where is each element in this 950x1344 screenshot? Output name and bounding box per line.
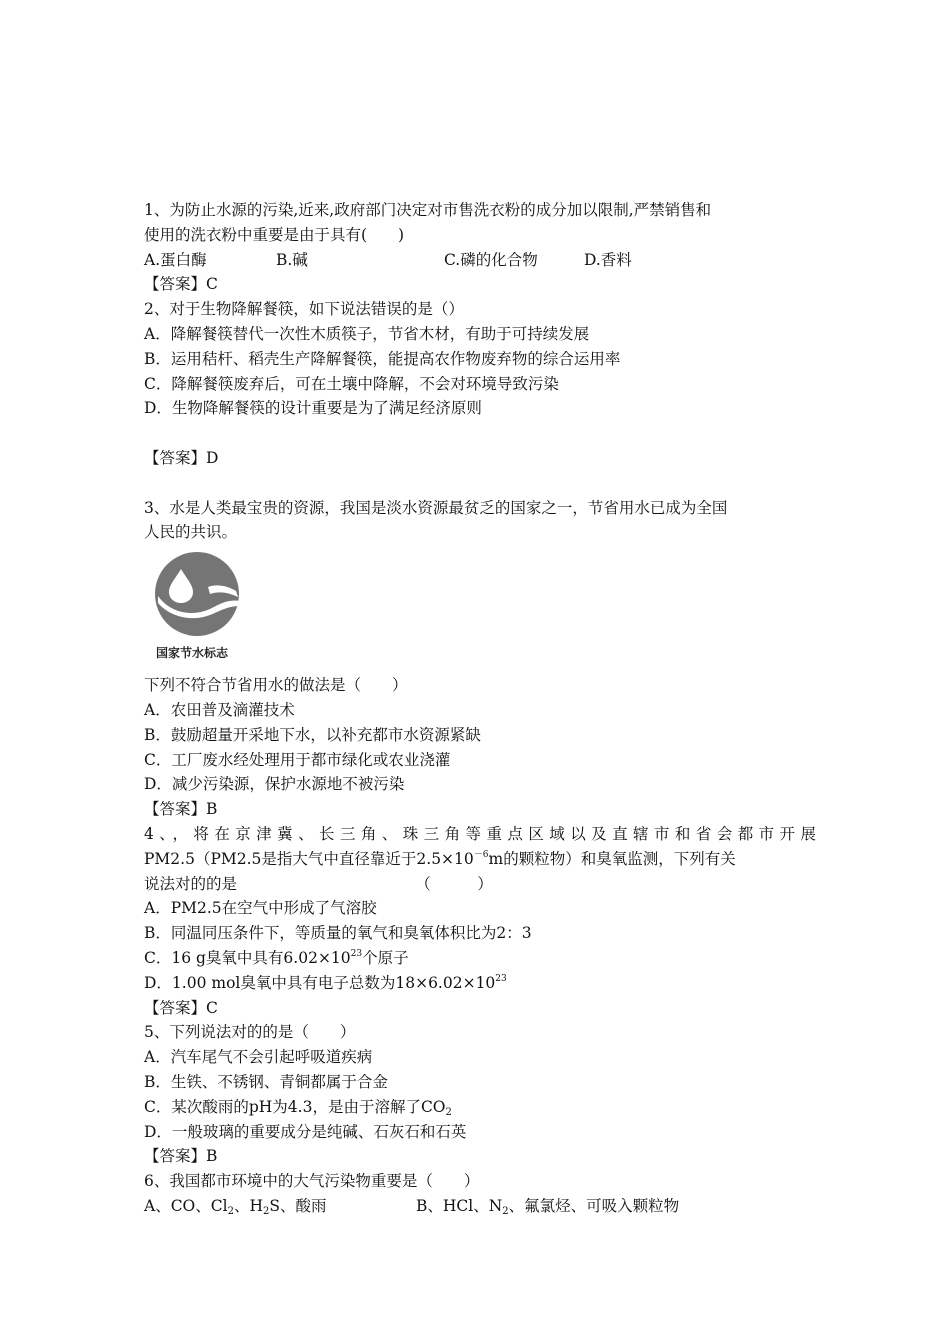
q4-option-c [144,946,816,971]
q2-option-b: B．运用秸杆、稻壳生产降解餐筷，能提高农作物废弃物的综合运用率 [144,349,621,368]
q1-option-c: C.磷的化合物 [444,250,538,269]
q6-option-a [144,1194,416,1219]
q6-option-a-part3: S、酸雨 [269,1196,327,1215]
water-saving-logo-block [144,545,816,673]
q6-option-a-part2: 、H [233,1196,263,1215]
q5-option-c [144,1095,816,1120]
q1-stem-line2: 使用的洗衣粉中重要是由于具有( ) [144,225,405,244]
q4-answer: 【答案】C [144,998,218,1017]
q1-option-d: D.香料 [584,250,632,269]
q2-option-d: D．生物降解餐筷的设计重要是为了满足经济原则 [144,399,482,418]
q3-option-b: B．鼓励超量开采地下水，以补充都市水资源紧缺 [144,725,481,744]
q3-stem-line2: 人民的共识。 [144,523,238,542]
q1-option-a: A.蛋白酶 [144,250,207,269]
q4-option-c-part2: 个原子 [362,948,409,967]
q3-option-d: D．减少污染源，保护水源地不被污染 [144,775,405,794]
q4-option-d-exponent: 23 [495,973,507,984]
q4-option-a: A．PM2.5在空气中形成了气溶胶 [144,899,377,918]
q4-option-c-exponent: 23 [350,948,363,959]
q4-option-d-part1: D．1.00 mol臭氧中具有电子总数为18×6.02×10 [144,973,496,992]
q4-stem-line2-part1: PM2.5（PM2.5是指大气中直径靠近于2.5×10 [144,849,474,868]
q5-option-c-subscript: 2 [445,1106,452,1118]
q6-option-a-sub2: 2 [262,1205,270,1217]
q5-option-a: A．汽车尾气不会引起呼吸道疾病 [144,1048,373,1067]
q2-option-c: C．降解餐筷废弃后，可在土壤中降解，不会对环境导致污染 [144,374,559,393]
water-saving-logo-icon [154,551,240,637]
q4-option-b: B．同温同压条件下，等质量的氧气和臭氧体积比为2：3 [144,924,532,943]
q3-option-a: A．农田普及滴灌技术 [144,700,295,719]
q3-stem-line1: 3、水是人类最宝贵的资源，我国是淡水资源最贫乏的国家之一，节省用水已成为全国 [144,498,728,517]
q5-option-b: B．生铁、不锈钢、青铜都属于合金 [144,1072,388,1091]
q6-option-b [416,1194,679,1219]
q1-stem-line1: 1、为防止水源的污染,近来,政府部门决定对市售洗衣粉的成分加以限制,严禁销售和 [144,201,712,219]
q4-option-c-part1: C．16 g臭氧中具有6.02×10 [144,948,351,967]
q1-answer: 【答案】C [144,275,218,294]
q4-stem-line1: 4、，将在京津冀、长三角、珠三角等重点区域以及直辖市和省会都市开展 [144,824,816,843]
q6-option-b-sub1: 2 [502,1205,509,1217]
q4-stem-line2-part2: m的颗粒物）和臭氧监测，下列有关 [488,849,736,868]
q4-option-d [144,971,816,996]
q3-option-c: C．工厂废水经处理用于都市绿化或农业浇灌 [144,750,451,769]
document-page [144,198,816,1219]
q6-option-b-part2: 、氟氯烃、可吸入颗粒物 [508,1196,680,1215]
q3-answer: 【答案】B [144,800,218,819]
q6-stem: 6、我国都市环境中的大气污染物重要是（ ） [144,1172,480,1191]
q2-answer: 【答案】D [144,448,219,467]
q3-question: 下列不符合节省用水的做法是（ ） [144,676,408,695]
q6-options [144,1194,816,1219]
q1-option-b: B.碱 [276,250,308,269]
q4-exponent: －6 [473,849,489,860]
q2-stem: 2、对于生物降解餐筷，如下说法错误的是（） [144,300,464,319]
q6-option-a-part1: A、CO、Cl [144,1196,228,1215]
q6-option-b-part1: B、HCl、N [416,1196,503,1215]
q4-stem-line2 [144,847,816,872]
q6-option-a-sub1: 2 [227,1205,234,1217]
q2-option-a: A．降解餐筷替代一次性木质筷子，节省木材，有助于可持续发展 [144,324,590,343]
q5-option-c-text: C．某次酸雨的pH为4.3，是由于溶解了CO [144,1097,446,1116]
logo-caption: 国家节水标志 [156,646,229,661]
q5-option-d: D．一般玻璃的重要成分是纯碱、石灰石和石英 [144,1122,467,1141]
q1-options [144,248,816,273]
q4-stem-line3: 说法对的的是 （ ） [144,874,493,893]
q5-answer: 【答案】B [144,1147,218,1166]
q5-stem: 5、下列说法对的的是（ ） [144,1023,356,1042]
